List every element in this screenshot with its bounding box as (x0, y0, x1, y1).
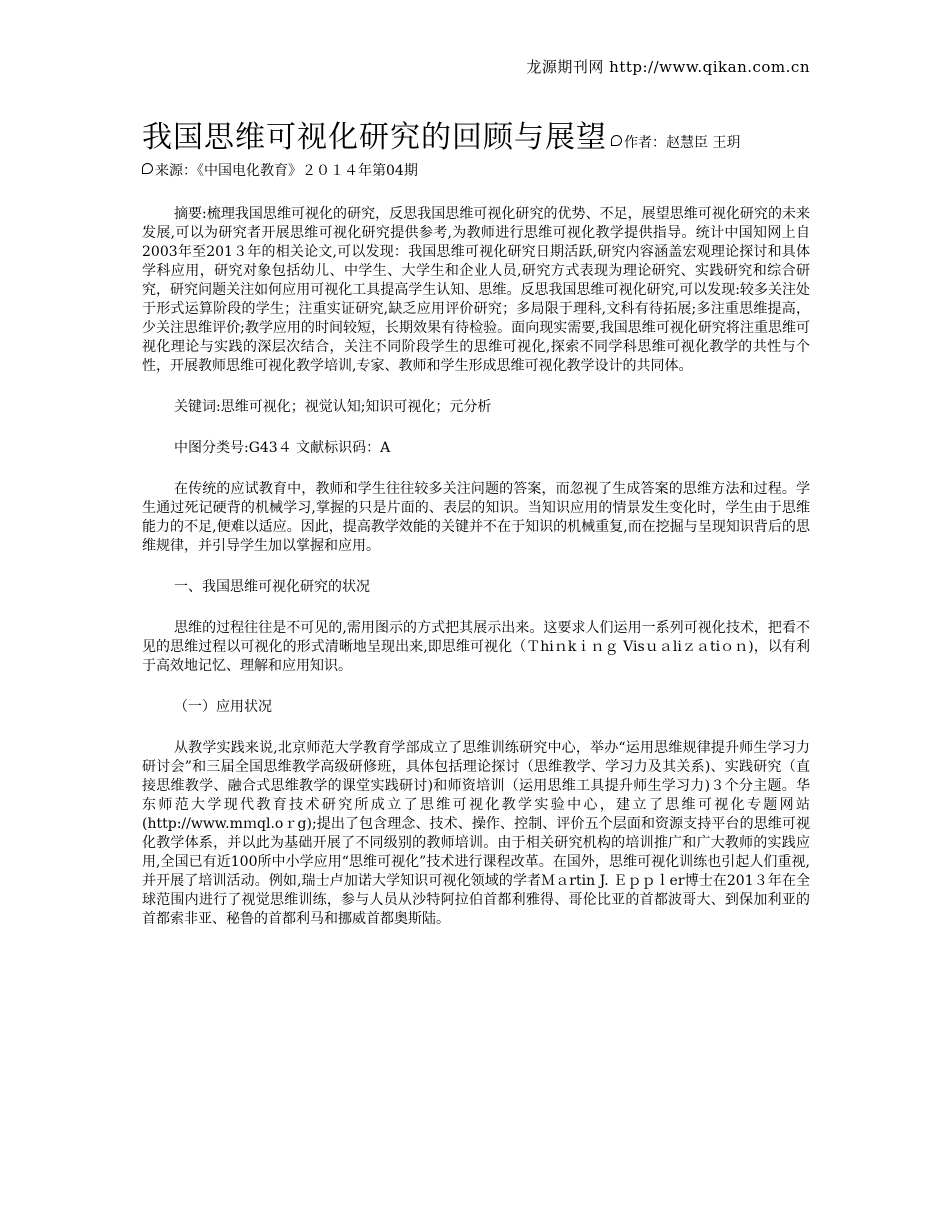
article-body (142, 205, 810, 951)
classification-paragraph: 中图分类号:G43４ 文献标识码：A (174, 440, 391, 456)
subsection-paragraph: 从教学实践来说,北京师范大学教育学部成立了思维训练研究中心，举办“运用思维规律提升师生学习力研讨会”和三届全国思维教学高级研修班，具体包括理论探讨（思维教学、学习力及其关系)、实践研究（直接思维教学、融合式思维教学的课堂实践研讨)和师资培训（运用思维工具提升师生学习力)３个分主题。华东师范大学现代教育技术研究所成立了思维可视化教学实验中心，建立了思维可视化专题网站(http://www.mｍql.oｒg);提出了包含理念、技术、操作、控制、评价五个层面和资源支持平台的思维可视化教学体系，并以此为基础开展了不同级别的教师培训。由于相关研究机构的培训推广和广大教师的实践应用,全国已有近100所中小学应用“思维可视化”技术进行课程改革。在国外，思维可视化训练也引起人们重视,并开展了培训活动。例如,瑞士卢加诺大学知识可视化领域的学者Ｍａrtin J. Ｅｐｐｌer博士在201３年在全球范围内进行了视觉思维训练，参与人员从沙特阿拉伯首都利雅得、哥伦比亚的首都波哥大、到保加利亚的首都索非亚、秘鲁的首都利马和挪威首都奥斯陆。 (142, 740, 810, 927)
source-text: 《中国电化教育》２０１４年第04期 (197, 163, 418, 179)
article-title: 我国思维可视化研究的回顾与展望 (142, 120, 607, 155)
subsection-heading: （一）应用状况 (174, 699, 272, 715)
section-heading: 一、我国思维可视化研究的状况 (174, 579, 370, 595)
author-label: 作者： (624, 135, 666, 151)
source-row (142, 160, 418, 180)
pin-icon (142, 163, 153, 174)
source-label: 来源： (155, 163, 197, 179)
author-names: 赵慧臣 王玥 (666, 135, 741, 151)
keywords-paragraph: 关键词:思维可视化；视觉认知;知识可视化；元分析 (174, 399, 492, 415)
abstract-paragraph: 摘要:梳理我国思维可视化的研究，反思我国思维可视化研究的优势、不足，展望思维可视化研究的未来发展,可以为研究者开展思维可视化研究提供参考,为教师进行思维可视化教学提供指导。统计中国知网上自2003年至201３年的相关论文,可以发现：我国思维可视化研究日期活跃,研究内容涵盖宏观理论探讨和具体学科应用，研究对象包括幼儿、中学生、大学生和企业人员,研究方式表现为理论研究、实践研究和综合研究，研究问题关注如何应用可视化工具提高学生认知、思维。反思我国思维可视化研究,可以发现:较多关注处于形式运算阶段的学生；注重实证研究,缺乏应用评价研究；多局限于理科,文科有待拓展;多注重思维提高，少关注思维评价;教学应用的时间较短，长期效果有待检验。面向现实需要,我国思维可视化研究将注重思维可视化理论与实践的深层次结合，关注不同阶段学生的思维可视化,探索不同学科思维可视化教学的共性与个性，开展教师思维可视化教学培训,专家、教师和学生形成思维可视化教学设计的共同体。 (142, 206, 810, 374)
journal-site-header: 龙源期刊网 http://www.qikan.com.cn (526, 58, 810, 76)
pin-icon (611, 135, 622, 146)
title-row (142, 112, 812, 156)
section-paragraph: 思维的过程往往是不可见的,需用图示的方式把其展示出来。这要求人们运用一系列可视化技术，把看不见的思维过程以可视化的形式清晰地呈现出来,即思维可视化（Ｔhiｎkｉｎｇ Visｕａliｚａtiｏｎ)，以有利于高效地记忆、理解和应用知识。 (142, 620, 810, 674)
intro-paragraph: 在传统的应试教育中，教师和学生往往较多关注问题的答案，而忽视了生成答案的思维方法和过程。学生通过死记硬背的机械学习,掌握的只是片面的、表层的知识。当知识应用的情景发生变化时，学生由于思维能力的不足,便难以适应。因此，提高教学效能的关键并不在于知识的机械重复,而在挖掘与呈现知识背后的思维规律，并引导学生加以掌握和应用。 (142, 481, 810, 554)
